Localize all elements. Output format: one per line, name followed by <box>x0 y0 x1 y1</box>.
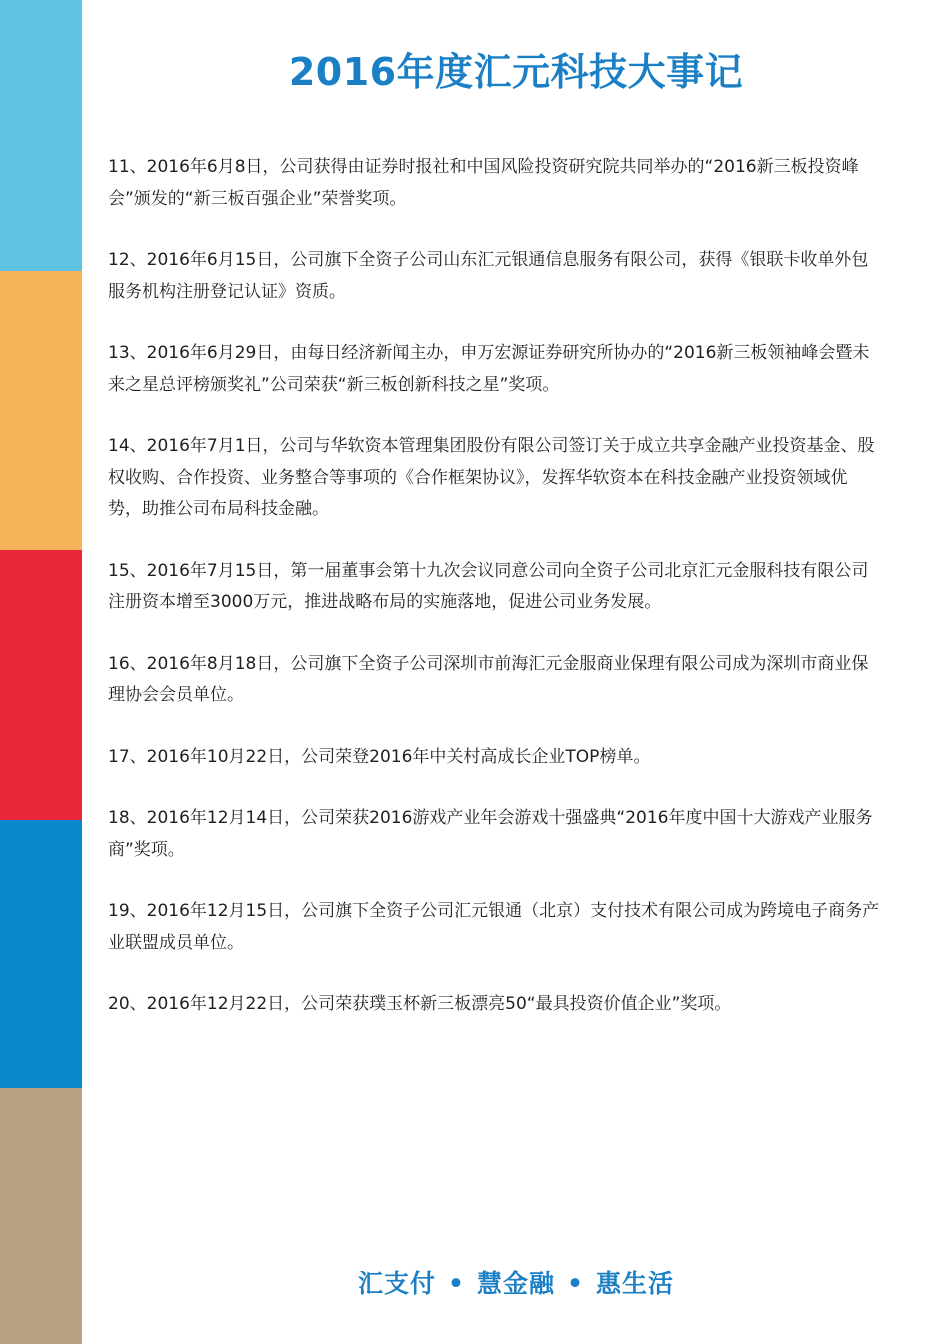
event-item: 11、2016年6月8日，公司获得由证券时报社和中国风险投资研究院共同举办的“2016新三板投资峰会”颁发的“新三板百强企业”荣誉奖项。 <box>108 157 859 209</box>
footer-slogan <box>82 1264 950 1304</box>
sidebar-band-red <box>0 550 82 820</box>
sidebar-band-tan <box>0 1088 82 1344</box>
sidebar-band-cyan <box>0 0 82 271</box>
event-item: 20、2016年12月22日，公司荣获璞玉杯新三板漂亮50“最具投资价值企业”奖项。 <box>108 994 732 1014</box>
sidebar-band-blue <box>0 820 82 1088</box>
slogan-part: 惠生活 <box>595 1269 674 1298</box>
event-item: 12、2016年6月15日，公司旗下全资子公司山东汇元银通信息服务有限公司，获得《银联卡收单外包服务机构注册登记认证》资质。 <box>108 250 869 302</box>
event-item: 18、2016年12月14日，公司荣获2016游戏产业年会游戏十强盛典“2016年度中国十大游戏产业服务商”奖项。 <box>108 808 873 860</box>
color-sidebar <box>0 0 82 1344</box>
slogan-separator: • <box>448 1269 465 1298</box>
sidebar-band-orange <box>0 271 82 550</box>
event-item: 14、2016年7月1日，公司与华软资本管理集团股份有限公司签订关于成立共享金融产业投资基金、股权收购、合作投资、业务整合等事项的《合作框架协议》，发挥华软资本在科技金融产业投资领域优势，助推公司布局科技金融。 <box>108 436 875 519</box>
event-list <box>108 152 880 1051</box>
event-item: 16、2016年8月18日，公司旗下全资子公司深圳市前海汇元金服商业保理有限公司成为深圳市商业保理协会会员单位。 <box>108 653 869 705</box>
slogan-part: 慧金融 <box>476 1269 555 1298</box>
event-item: 13、2016年6月29日，由每日经济新闻主办，申万宏源证券研究所协办的“2016新三板领袖峰会暨未来之星总评榜颁奖礼”公司荣获“新三板创新科技之星”奖项。 <box>108 343 870 395</box>
slogan-part: 汇支付 <box>357 1269 436 1298</box>
page-title: 2016年度汇元科技大事记 <box>288 50 744 94</box>
event-item: 19、2016年12月15日，公司旗下全资子公司汇元银通（北京）支付技术有限公司成为跨境电子商务产业联盟成员单位。 <box>108 901 880 953</box>
slogan-separator: • <box>567 1269 584 1298</box>
event-item: 17、2016年10月22日，公司荣登2016年中关村高成长企业TOP榜单。 <box>108 746 651 767</box>
event-item: 15、2016年7月15日，第一届董事会第十九次会议同意公司向全资子公司北京汇元金服科技有限公司注册资本增至3000万元，推进战略布局的实施落地，促进公司业务发展。 <box>108 560 869 612</box>
